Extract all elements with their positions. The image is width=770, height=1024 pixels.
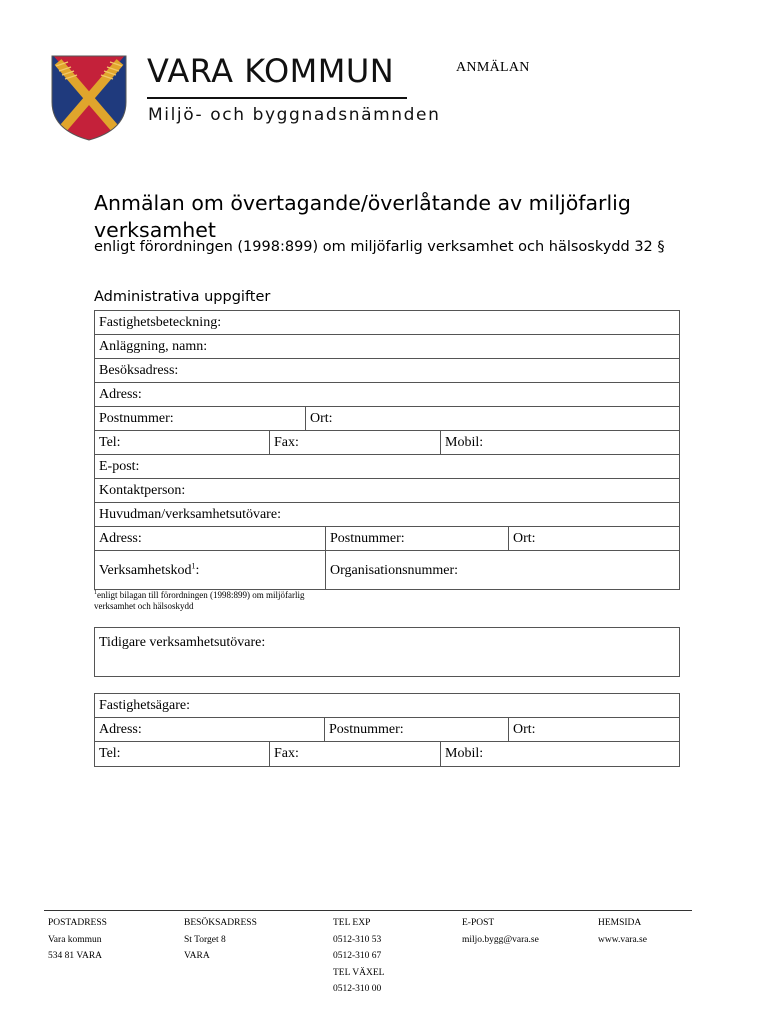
footer-text: 0512-310 00 — [333, 984, 382, 994]
form-row — [95, 742, 679, 766]
visiting-address-field[interactable]: Besöksadress: — [99, 363, 179, 378]
footer-heading: HEMSIDA — [598, 918, 642, 928]
footer-text: Vara kommun — [48, 934, 102, 945]
form-row — [95, 479, 679, 503]
address-field[interactable]: Adress: — [99, 387, 142, 402]
footnote — [94, 590, 344, 612]
footer-text: 0512-310 53 — [333, 934, 382, 945]
form-row — [95, 407, 679, 431]
form-row — [95, 311, 679, 335]
facility-name-field[interactable]: Anläggning, namn: — [99, 339, 208, 354]
page-subtitle: enligt förordningen (1998:899) om miljöfarlig verksamhet och hälsoskydd 32 § — [94, 239, 665, 255]
fax-field[interactable]: Fax: — [269, 431, 440, 454]
brand-subtitle: Miljö- och byggnadsnämnden — [148, 105, 441, 125]
form-row — [95, 335, 679, 359]
form-row — [95, 503, 679, 527]
activity-code-field[interactable] — [95, 551, 325, 589]
form-row — [95, 383, 679, 407]
activity-code-label: Verksamhetskod — [99, 563, 192, 578]
property-owner-form — [94, 693, 680, 767]
operator-address-field[interactable]: Adress: — [99, 531, 142, 546]
mobile-field[interactable]: Mobil: — [440, 431, 679, 454]
page-title: Anmälan om övertagande/överlåtande av miljöfarlig verksamhet — [94, 191, 631, 242]
footnote-marker: 1 — [94, 590, 97, 596]
owner-mobile-field[interactable]: Mobil: — [440, 742, 679, 766]
form-row — [95, 359, 679, 383]
form-row — [95, 694, 679, 718]
footer-divider — [44, 910, 692, 911]
operator-postal-code-field[interactable]: Postnummer: — [325, 527, 508, 550]
form-row — [95, 431, 679, 455]
city-field[interactable]: Ort: — [305, 407, 679, 430]
contact-person-field[interactable]: Kontaktperson: — [99, 483, 186, 498]
form-row — [95, 527, 679, 551]
property-owner-field[interactable]: Fastighetsägare: — [99, 698, 190, 713]
brand-name: VARA KOMMUN — [147, 52, 395, 90]
organization-number-field[interactable]: Organisationsnummer: — [325, 551, 679, 589]
postal-code-field[interactable]: Postnummer: — [99, 411, 174, 426]
footer-text: 534 81 VARA — [48, 951, 103, 961]
section-heading-administrative: Administrativa uppgifter — [94, 289, 271, 305]
footnote-text: enligt bilagan till förordningen (1998:899) om miljöfarlig verksamhet och hälsoskydd — [94, 590, 305, 611]
footer-website — [598, 915, 647, 948]
owner-postal-code-field[interactable]: Postnummer: — [324, 718, 508, 741]
footer-postal-address — [48, 915, 107, 965]
footer-text: 0512-310 67 — [333, 951, 382, 961]
footer-email — [462, 915, 539, 948]
operator-field[interactable]: Huvudman/verksamhetsutövare: — [99, 507, 281, 522]
vara-kommun-coat-of-arms-icon — [50, 52, 128, 142]
document-type-label: ANMÄLAN — [456, 60, 530, 75]
footer-heading: E-POST — [462, 918, 495, 928]
administrative-form — [94, 310, 680, 590]
email-field[interactable]: E-post: — [99, 459, 140, 474]
footer-text: VARA — [184, 951, 210, 961]
previous-operator-form — [94, 627, 680, 677]
operator-city-field[interactable]: Ort: — [508, 527, 679, 550]
brand-divider — [147, 97, 407, 99]
property-designation-field[interactable]: Fastighetsbeteckning: — [99, 315, 222, 330]
footnote-reference: 1 — [191, 561, 196, 571]
phone-field[interactable]: Tel: — [99, 435, 121, 450]
owner-fax-field[interactable]: Fax: — [269, 742, 440, 766]
footer-heading: BESÖKSADRESS — [184, 918, 257, 928]
form-row — [95, 551, 679, 589]
footer-heading: TEL EXP — [333, 918, 371, 928]
footer-heading: TEL VÄXEL — [333, 967, 385, 978]
activity-code-colon: : — [195, 563, 200, 578]
footer-visiting-address — [184, 915, 257, 965]
owner-address-field[interactable]: Adress: — [99, 722, 142, 737]
footer-text: St Torget 8 — [184, 934, 226, 945]
footer-phone — [333, 915, 384, 998]
owner-city-field[interactable]: Ort: — [508, 718, 679, 741]
owner-phone-field[interactable]: Tel: — [99, 746, 121, 761]
footer-email-link[interactable]: miljo.bygg@vara.se — [462, 934, 539, 945]
previous-operator-field[interactable]: Tidigare verksamhetsutövare: — [99, 635, 266, 650]
form-row — [95, 455, 679, 479]
footer-heading: POSTADRESS — [48, 918, 107, 928]
footer-website-link[interactable]: www.vara.se — [598, 934, 647, 945]
form-row — [95, 718, 679, 742]
